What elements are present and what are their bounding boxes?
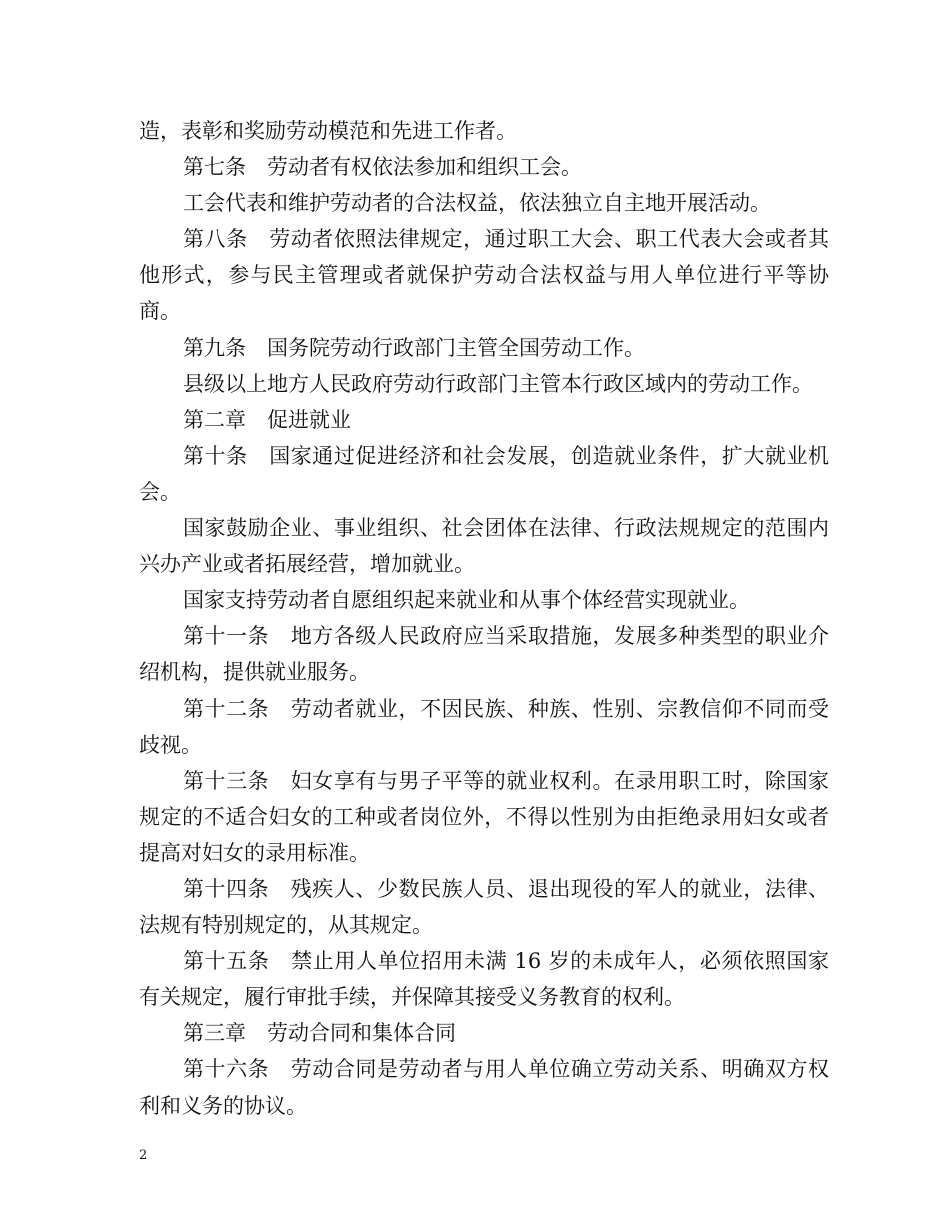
article-16: 第十六条 劳动合同是劳动者与用人单位确立劳动关系、明确双方权利和义务的协议。 <box>139 1057 829 1118</box>
chapter-heading: 第二章 促进就业 <box>183 407 351 432</box>
page-number: 2 <box>139 1148 148 1163</box>
article-10: 第十条 国家通过促进经济和社会发展，创造就业条件，扩大就业机会。 <box>139 443 829 504</box>
paragraph: 国家支持劳动者自愿组织起来就业和从事个体经营实现就业。 <box>183 588 750 613</box>
paragraph: 工会代表和维护劳动者的合法权益，依法独立自主地开展活动。 <box>183 191 771 216</box>
article-13: 第十三条 妇女享有与男子平等的就业权利。在录用职工时，除国家规定的不适合妇女的工种或者岗位外，不得以性别为由拒绝录用妇女或者提高对妇女的录用标准。 <box>139 768 829 865</box>
article-7: 第七条 劳动者有权依法参加和组织工会。 <box>183 155 582 180</box>
paragraph-continuation: 造，表彰和奖励劳动模范和先进工作者。 <box>139 119 517 143</box>
paragraph: 县级以上地方人民政府劳动行政部门主管本行政区域内的劳动工作。 <box>183 371 813 396</box>
article-12: 第十二条 劳动者就业，不因民族、种族、性别、宗教信仰不同而受歧视。 <box>139 696 829 757</box>
article-15: 第十五条 禁止用人单位招用未满 16 岁的未成年人，必须依照国家有关规定，履行审批手续，并保障其接受义务教育的权利。 <box>139 949 829 1010</box>
document-body <box>139 113 829 1124</box>
article-8: 第八条 劳动者依照法律规定，通过职工大会、职工代表大会或者其他形式，参与民主管理或者就保护劳动合法权益与用人单位进行平等协商。 <box>139 227 829 324</box>
article-9: 第九条 国务院劳动行政部门主管全国劳动工作。 <box>183 335 645 360</box>
chapter-heading: 第三章 劳动合同和集体合同 <box>183 1021 456 1046</box>
article-11: 第十一条 地方各级人民政府应当采取措施，发展多种类型的职业介绍机构，提供就业服务。 <box>139 624 829 685</box>
article-14: 第十四条 残疾人、少数民族人员、退出现役的军人的就业，法律、法规有特别规定的，从其规定。 <box>139 876 829 938</box>
paragraph: 国家鼓励企业、事业组织、社会团体在法律、行政法规规定的范围内兴办产业或者拓展经营，增加就业。 <box>139 516 829 577</box>
